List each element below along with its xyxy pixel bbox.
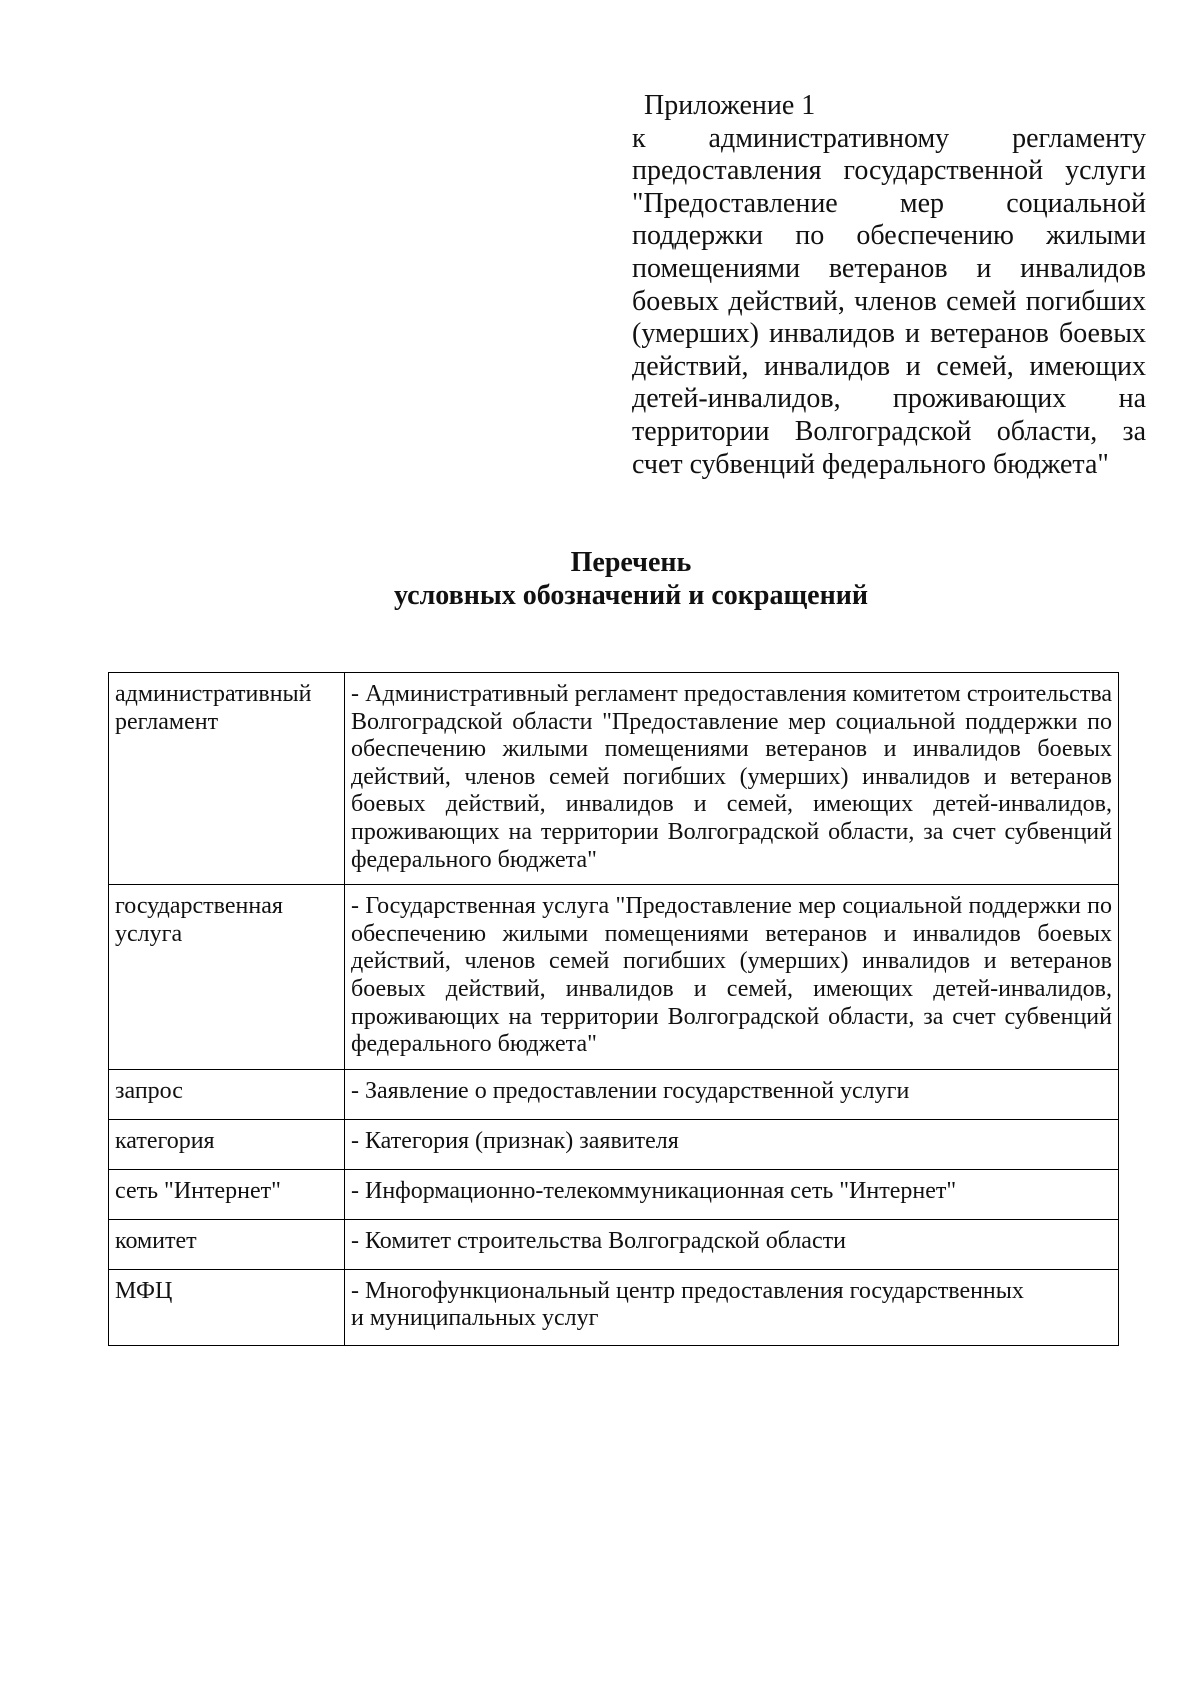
definition-cell: - Информационно-телекоммуникационная сеть "Интернет" <box>345 1169 1119 1219</box>
table-row <box>109 673 1119 885</box>
term-cell: запрос <box>109 1069 345 1119</box>
table-row <box>109 1069 1119 1119</box>
table-row <box>109 885 1119 1070</box>
table-row <box>109 1119 1119 1169</box>
heading-line-2: условных обозначений и сокращений <box>394 580 868 611</box>
appendix-title: Приложение 1 <box>644 90 816 121</box>
definition-cell <box>345 1269 1119 1345</box>
term-cell: административный регламент <box>109 673 345 885</box>
appendix-header <box>632 90 1146 481</box>
definition-line: - Многофункциональный центр предоставления государственных <box>351 1277 1024 1304</box>
term-cell: МФЦ <box>109 1269 345 1345</box>
definition-cell: - Административный регламент предоставления комитетом строительства Волгоградской области "Предоставление мер социальной поддержки по обеспечению жилыми помещениями ветеранов и инвалидов боевых действий, членов семей погибших (умерших) инвалидов и ветеранов боевых действий, инвалидов и семей, имеющих детей-инвалидов, проживающих на территории Волгоградской области, за счет субвенций федерального бюджета" <box>345 673 1119 885</box>
definition-cell: - Комитет строительства Волгоградской области <box>345 1219 1119 1269</box>
definition-line: и муниципальных услуг <box>351 1305 599 1332</box>
definition-cell: - Категория (признак) заявителя <box>345 1119 1119 1169</box>
term-cell: государственная услуга <box>109 885 345 1070</box>
table-row <box>109 1269 1119 1345</box>
definition-cell: - Заявление о предоставлении государственной услуги <box>345 1069 1119 1119</box>
appendix-reference-text: к административному регламенту предоставления государственной услуги "Предоставление мер социальной поддержки по обеспечению жилыми помещениями ветеранов и инвалидов боевых действий, членов семей погибших (умерших) инвалидов и ветеранов боевых действий, инвалидов и семей, имеющих детей-инвалидов, проживающих на территории Волгоградской области, за счет субвенций федерального бюджета" <box>632 122 1146 480</box>
term-cell: комитет <box>109 1219 345 1269</box>
document-heading <box>0 546 1200 612</box>
term-cell: категория <box>109 1119 345 1169</box>
definition-cell: - Государственная услуга "Предоставление мер социальной поддержки по обеспечению жилыми помещениями ветеранов и инвалидов боевых действий, членов семей погибших (умерших) инвалидов и ветеранов боевых действий, инвалидов и семей, имеющих детей-инвалидов, проживающих на территории Волгоградской области, за счет субвенций федерального бюджета" <box>345 885 1119 1070</box>
table-row <box>109 1169 1119 1219</box>
term-cell: сеть "Интернет" <box>109 1169 345 1219</box>
heading-line-1: Перечень <box>570 547 692 578</box>
table-row <box>109 1219 1119 1269</box>
abbreviations-table <box>108 672 1119 1346</box>
